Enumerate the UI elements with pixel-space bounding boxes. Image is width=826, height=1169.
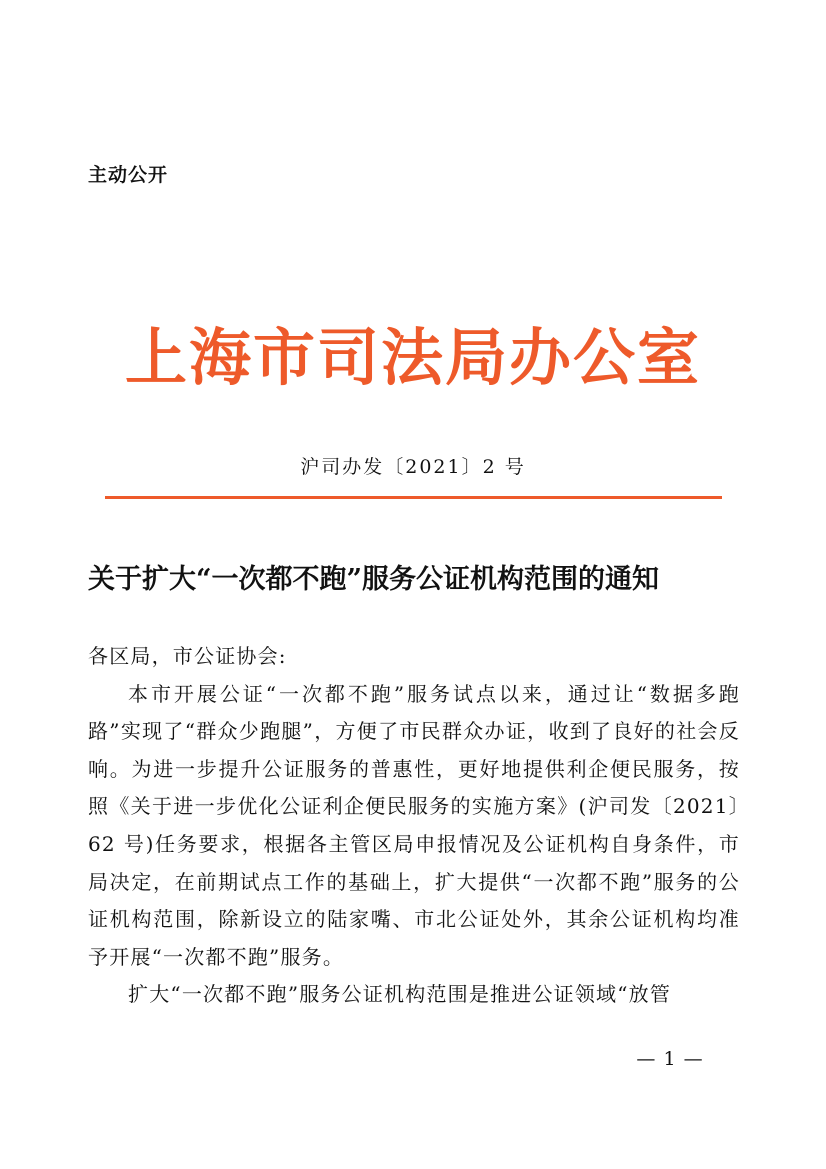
document-number: 沪司办发〔2021〕2 号 xyxy=(300,456,526,478)
salutation: 各区局，市公证协会: xyxy=(88,644,287,668)
body-paragraph: 扩大“一次都不跑”服务公证机构范围是推进公证领域“放管 xyxy=(128,982,672,1007)
page-number: — 1 — xyxy=(636,1048,704,1070)
notice-body xyxy=(88,638,740,1014)
public-disclosure-mark: 主动公开 xyxy=(88,164,169,186)
issuing-organization-title: 上海市司法局办公室 xyxy=(124,321,701,394)
notice-title: 关于扩大“一次都不跑”服务公证机构范围的通知 xyxy=(88,564,660,595)
body-paragraph: 本市开展公证“一次都不跑”服务试点以来，通过让“数据多跑路”实现了“群众少跑腿”，方便了市民群众办证，收到了良好的社会反响。为进一步提升公证服务的普惠性，更好地提供利企便民服务，按照《关于进一步优化公证利企便民服务的实施方案》(沪司发〔2021〕62 号)任务要求，根据各主管区局申报情况及公证机构自身条件，市局决定，在前期试点工作的基础上，扩大提供“一次都不跑”服务的公证机构范围，除新设立的陆家嘴、市北公证处外，其余公证机构均准予开展“一次都不跑”服务。 xyxy=(88,681,740,969)
red-separator-line xyxy=(105,496,722,499)
